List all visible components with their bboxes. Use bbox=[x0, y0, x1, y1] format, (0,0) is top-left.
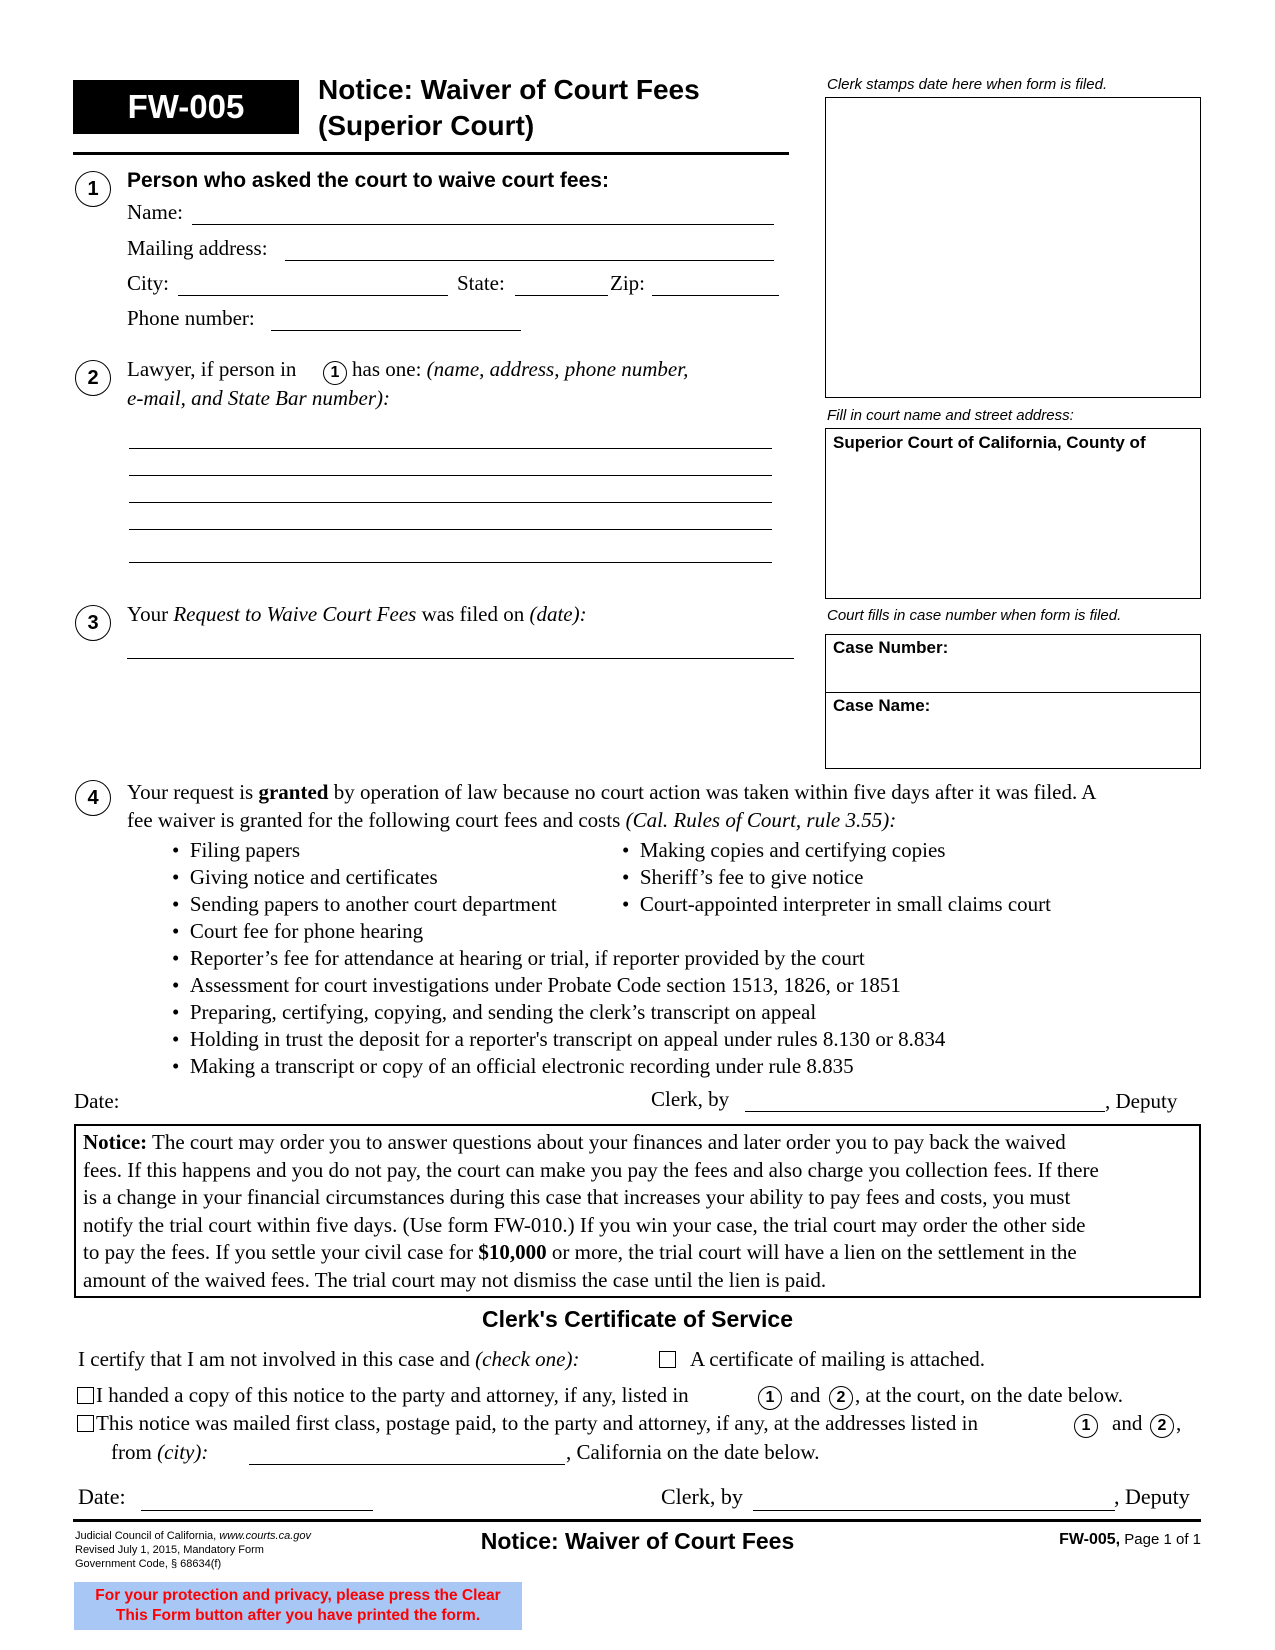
case-name-field-label: Case Name: bbox=[833, 696, 931, 715]
lawyer-line-3[interactable] bbox=[129, 502, 772, 503]
certificate-line1: I certify that I am not involved in this case and (check one): bbox=[78, 1347, 580, 1371]
item-number-1: 1 bbox=[75, 171, 111, 207]
zip-label: Zip: bbox=[610, 271, 645, 295]
mailing-attached-checkbox[interactable] bbox=[659, 1351, 676, 1368]
name-field[interactable] bbox=[192, 224, 774, 225]
bullet-item: • Holding in trust the deposit for a reporter's transcript on appeal under rules 8.130 or 8.834 bbox=[172, 1027, 946, 1051]
item2-ref-1: 1 bbox=[323, 361, 347, 385]
item4-date-label: Date: bbox=[74, 1089, 120, 1113]
bullet-item: • Giving notice and certificates bbox=[172, 865, 438, 889]
zip-field[interactable] bbox=[652, 295, 779, 296]
from-city-label: from (city): bbox=[111, 1440, 209, 1464]
court-name-value: Superior Court of California, County of bbox=[833, 433, 1146, 452]
cert-clerk-signature-field[interactable] bbox=[753, 1510, 1115, 1511]
item4-clerk-signature-field[interactable] bbox=[745, 1111, 1105, 1112]
bullet-item: • Court-appointed interpreter in small claims court bbox=[622, 892, 1051, 916]
footer-title: Notice: Waiver of Court Fees bbox=[480, 1528, 795, 1554]
case-number-field-label: Case Number: bbox=[833, 638, 949, 657]
notice-box bbox=[74, 1124, 1201, 1298]
lawyer-line-1[interactable] bbox=[129, 448, 772, 449]
filed-date-field[interactable] bbox=[127, 658, 794, 659]
mailed-comma: , bbox=[1176, 1411, 1182, 1435]
handed-copy-label-end: , at the court, on the date below. bbox=[855, 1383, 1124, 1407]
bullet-item: • Making a transcript or copy of an official electronic recording under rule 8.835 bbox=[172, 1054, 854, 1078]
mailing-label: Mailing address: bbox=[127, 236, 268, 260]
item4-line1: Your request is granted by operation of law because no court action was taken within five days after it was filed. A bbox=[127, 780, 1097, 804]
lawyer-line-2[interactable] bbox=[129, 475, 772, 476]
mailed-ref-2: 2 bbox=[1150, 1414, 1174, 1438]
footer-page: FW-005, Page 1 of 1 bbox=[1059, 1531, 1201, 1548]
item4-line2: fee waiver is granted for the following court fees and costs (Cal. Rules of Court, rule 3.55): bbox=[127, 808, 897, 832]
notice-line: notify the trial court within five days. (Use form FW-010.) If you win your case, the trial court may order the other side bbox=[83, 1212, 1086, 1237]
notice-line: is a change in your financial circumstances during this case that increases your ability to pay fees and costs, you must bbox=[83, 1185, 1071, 1209]
certificate-heading: Clerk's Certificate of Service bbox=[481, 1306, 793, 1332]
bullet-item: • Preparing, certifying, copying, and sending the clerk’s transcript on appeal bbox=[172, 1000, 817, 1024]
handed-copy-label: I handed a copy of this notice to the party and attorney, if any, listed in bbox=[96, 1383, 689, 1407]
handed-and: and bbox=[790, 1383, 821, 1407]
mailing-field[interactable] bbox=[285, 260, 774, 261]
bullet-item: • Court fee for phone hearing bbox=[172, 919, 424, 943]
notice-line: amount of the waived fees. The trial court may not dismiss the case until the lien is paid. bbox=[83, 1267, 827, 1292]
bullet-item: • Sheriff’s fee to give notice bbox=[622, 865, 864, 889]
footer-rule bbox=[73, 1519, 1201, 1522]
case-number-box[interactable] bbox=[825, 634, 1201, 693]
notice-line: fees. If this happens and you do not pay, the court can make you pay the fees and also charge you collection fees. If there bbox=[83, 1157, 1099, 1182]
mailed-label: This notice was mailed first class, postage paid, to the party and attorney, if any, at the addresses listed in bbox=[96, 1411, 978, 1435]
item4-deputy-label: , Deputy bbox=[1105, 1089, 1178, 1113]
clerk-stamp-label: Clerk stamps date here when form is filed. bbox=[827, 76, 1108, 93]
mailed-and: and bbox=[1112, 1411, 1143, 1435]
case-number-label: Court fills in case number when form is filed. bbox=[827, 607, 1122, 624]
handed-copy-checkbox[interactable] bbox=[77, 1387, 94, 1404]
item1-heading: Person who asked the court to waive court fees: bbox=[127, 169, 609, 192]
item2-text: Lawyer, if person in bbox=[127, 357, 297, 381]
bullet-item: • Filing papers bbox=[172, 838, 301, 862]
state-label: State: bbox=[457, 271, 505, 295]
mailed-checkbox[interactable] bbox=[77, 1415, 94, 1432]
handed-ref-2: 2 bbox=[829, 1386, 853, 1410]
form-id: FW-005 bbox=[127, 88, 245, 125]
case-name-box[interactable] bbox=[825, 692, 1201, 769]
form-id-badge bbox=[73, 80, 299, 134]
item-number-2: 2 bbox=[75, 360, 111, 396]
item2-text-b: has one: (name, address, phone number, bbox=[352, 357, 689, 381]
cert-date-label: Date: bbox=[78, 1484, 126, 1509]
item2-text-d: e-mail, and State Bar number): bbox=[127, 386, 391, 410]
state-field[interactable] bbox=[515, 295, 608, 296]
lawyer-line-5[interactable] bbox=[129, 562, 772, 563]
clerk-stamp-box bbox=[825, 97, 1201, 398]
header-rule bbox=[73, 152, 789, 155]
bullet-item: • Sending papers to another court department bbox=[172, 892, 557, 916]
name-label: Name: bbox=[127, 200, 183, 224]
phone-field[interactable] bbox=[271, 330, 521, 331]
court-name-label: Fill in court name and street address: bbox=[827, 407, 1074, 424]
notice-line: Notice: The court may order you to answer questions about your finances and later order you to pay back the waived bbox=[83, 1130, 1066, 1154]
item-number-3: 3 bbox=[75, 605, 111, 641]
cert-clerk-label: Clerk, by bbox=[661, 1484, 743, 1509]
lawyer-line-4[interactable] bbox=[129, 529, 772, 530]
mailed-ref-1: 1 bbox=[1074, 1414, 1098, 1438]
handed-ref-1: 1 bbox=[758, 1386, 782, 1410]
bullet-item: • Reporter’s fee for attendance at hearing or trial, if reporter provided by the court bbox=[172, 946, 865, 970]
item-number-4: 4 bbox=[75, 780, 111, 816]
court-name-box[interactable] bbox=[825, 428, 1201, 599]
city-field[interactable] bbox=[178, 295, 448, 296]
privacy-clear-button[interactable]: For your protection and privacy, please press the Clear This Form button after you have printed the form. bbox=[74, 1582, 522, 1630]
cert-date-field[interactable] bbox=[141, 1510, 373, 1511]
city-label: City: bbox=[127, 271, 170, 295]
bullet-item: • Assessment for court investigations under Probate Code section 1513, 1826, or 1851 bbox=[172, 973, 901, 997]
california-label: , California on the date below. bbox=[566, 1440, 820, 1464]
item4-clerk-label: Clerk, by bbox=[651, 1087, 730, 1111]
city-field-cert[interactable] bbox=[249, 1464, 565, 1465]
phone-label: Phone number: bbox=[127, 306, 255, 330]
cert-deputy-label: , Deputy bbox=[1114, 1484, 1190, 1509]
mailing-attached-label: A certificate of mailing is attached. bbox=[690, 1347, 986, 1371]
bullet-item: • Making copies and certifying copies bbox=[622, 838, 946, 862]
notice-line: to pay the fees. If you settle your civil case for $10,000 or more, the trial court will have a lien on the settlement in the bbox=[83, 1240, 1077, 1264]
form-title: Notice: Waiver of Court Fees (Superior Court) bbox=[318, 74, 700, 141]
footer-council: Judicial Council of California, www.courts.ca.gov Revised July 1, 2015, Mandatory Form Government Code, § 68634(f) bbox=[75, 1530, 311, 1570]
item3-text: Your Request to Waive Court Fees was filed on (date): bbox=[127, 602, 587, 626]
